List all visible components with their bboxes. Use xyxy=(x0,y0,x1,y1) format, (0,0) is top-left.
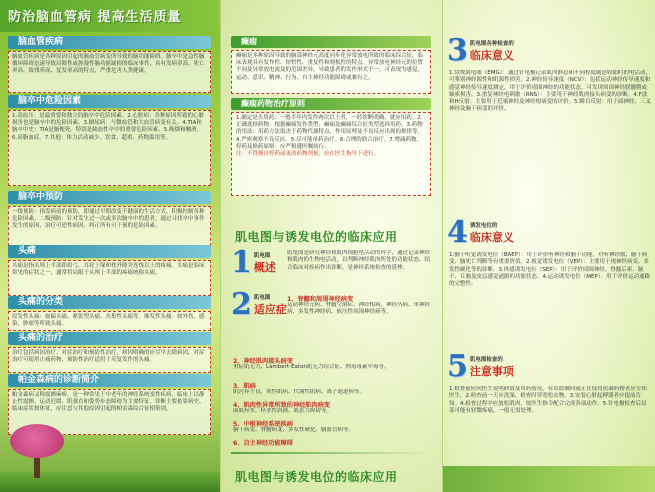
block-1-body: 肌电图是研究神经和肌肉细胞电活动的科学，通过记录神经和肌肉的生物电活动，以判断神经肌肉所处的功能状态，结合临床对疾病作出诊断，是神经系统检查的延伸。 xyxy=(287,250,431,271)
section-heading: 脑卒中预防 xyxy=(8,191,211,204)
block-3-small-label: 肌电图各种检查的 xyxy=(469,41,514,47)
block-3-header xyxy=(447,33,514,68)
divider-line xyxy=(231,452,431,454)
epilepsy-treatment-heading: 癫痫药物治疗原则 xyxy=(231,98,431,110)
section-body: 治疗包括病因治疗、对症治疗和预防性治疗。病因明确的应尽早去除病因，对症治疗可使用止痛药物，预防性治疗适用于反复发作的头痛。 xyxy=(8,347,211,373)
section-heading: 头痛的治疗 xyxy=(8,332,211,345)
block-2-number: 2 xyxy=(231,287,252,322)
block-4-number: 4 xyxy=(447,215,468,250)
block-3-body: 1.常规肌电图（EMG）：通过针电极记录肌肉静息和不同程度随意收缩时的电活动，可鉴别神经源性和肌源性损害。2.神经传导速度（NCV）：包括运动神经传导速度和感觉神经传导速度测定，用于评价周围神经的功能状态，可发现周围神经脱髓鞘或轴索损害。3.重复神经电刺激（RNS）：主要用于神经肌肉接头病变的诊断。4.F波和H反射：主要用于近端神经及神经根病变的评价。5.瞬目反射：用于面神经、三叉神经及脑干病变的评价。 xyxy=(449,70,651,113)
section-headache-treatment xyxy=(8,332,211,373)
tree-crown-decoration xyxy=(10,424,64,458)
indication-1-body: 运动神经元病、脊髓空洞症、神经根病、神经丛病、单神经病、多发性神经病、嵌压性周围神经病等。 xyxy=(287,302,431,316)
block-3-big-label: 临床意义 xyxy=(469,49,514,62)
block-1-header xyxy=(231,245,276,280)
block-4-body: 1.脑干听觉诱发电位（BAEP）：用于评价听神经和脑干功能，对听神经瘤、脑干病变、脑死亡判断等有重要价值。2.视觉诱发电位（VEP）：主要用于视神经病变、多发性硬化等的诊断。3.体感诱发电位（SEP）：用于评价周围神经、脊髓后索、脑干、丘脑及皮层感觉通路的功能状态。4.运动诱发电位（MEP）：用于评价运动通路的完整性。 xyxy=(449,252,651,288)
block-5-big-label: 注意事项 xyxy=(469,365,514,378)
emg-application-title: 肌电图与诱发电位的临床应用 xyxy=(235,230,398,244)
section-body: 帕金森病又称震颤麻痹，是一种常见于中老年的神经系统变性疾病，临床上以静止性震颤、运动迟缓、肌强直和姿势步态障碍为主要特征。诊断主要依靠病史、临床症状和体征，应注意与其他原因引起的帕金森综合征相鉴别。 xyxy=(8,389,211,435)
right-bottom-bar xyxy=(443,466,655,492)
indication-6-title: 6、自主神经功能障碍 xyxy=(233,440,293,447)
epilepsy-treatment-text: 1.确定是否用药：一般半年内发作两次以上者，一经诊断明确，就应用药。2.正确选择药物：根据癫痫发作类型、癫痫及癫痫综合征类型选择用药。3.药物的用法：用药方法取决于药物代谢特点、作用原理及不良反应出现的规律等。4.严密观察不良反应。5.尽可能单药治疗。6.合理的联合治疗。7.增减药物、停药及换药原则：应严格遵医嘱执行。 xyxy=(236,115,424,150)
section-heading: 脑卒中危险因素 xyxy=(8,95,211,108)
indication-2-title: 2、神经肌肉接头病变 xyxy=(233,358,293,365)
section-body: 原发性头痛：如偏头痛、紧张型头痛、丛集性头痛等。继发性头痛：如外伤、感染、肿瘤等所致头痛。 xyxy=(8,311,211,331)
block-2-header xyxy=(231,287,287,322)
indication-4-title: 4、肌肉性异常所致的神经肌肉病变 xyxy=(233,402,331,409)
indication-1-title: 1、脊髓和周围神经病变 xyxy=(287,296,354,303)
indication-4-body: 面肌痉挛、痉挛性斜颈、肌张力障碍等。 xyxy=(233,408,333,414)
epilepsy-treatment-body xyxy=(231,112,431,196)
page-main-title: 防治脑血管病 提高生活质量 xyxy=(8,10,182,25)
block-1-small-label: 肌电图 xyxy=(253,253,271,259)
section-heading: 帕金森病的诊断简介 xyxy=(8,374,211,387)
section-body: 脑血管疾病是各种原因引起的脑血管病变所导致的脑功能障碍。脑卒中是急性脑循环障碍迅速导致局限性或弥漫性脑功能缺损的临床事件，具有发病率高、死亡率高、致残率高、复发率高的特点，严重危害人类健康。 xyxy=(8,51,211,93)
block-5-body: 1.检查前应向医生说明病情及用药情况，有出血倾向或正在使用抗凝药物者应告知医生。2.检查前一天应洗澡，检查时穿宽松衣物。3.安装心脏起搏器者应提前告知。4.检查过程中应放松肌肉，按医生指令配合完成各项动作。5.针电极检查后局部可能有轻微疼痛，一般无需处理。 xyxy=(449,386,647,414)
indication-2-body: 重症肌无力、Lambert-Eaton肌无力综合征、肉毒毒素中毒等。 xyxy=(233,364,390,370)
block-4-small-label: 诱发电位的 xyxy=(469,223,498,229)
section-body: 头痛是指头颅上半部即眉弓、耳轮上缘和枕外隆突连线以上的疼痛。头痛是临床常见的症状之一，通常将局限于头颅上半部的疼痛统称头痛。 xyxy=(8,260,211,296)
block-4-big-label: 临床意义 xyxy=(469,231,514,244)
block-5-number: 5 xyxy=(447,349,468,384)
indication-3-title: 3、肌病 xyxy=(233,383,256,390)
block-5-small-label: 肌电图检查的 xyxy=(469,357,503,363)
block-2-big-label: 适应症 xyxy=(253,303,287,316)
block-4-header xyxy=(447,215,514,250)
section-headache-types xyxy=(8,296,211,331)
section-stroke-prevention xyxy=(8,191,211,246)
epilepsy-notice: 注：不得擅自停药或更改药物剂量，应在医生指导下进行。 xyxy=(236,151,380,158)
section-heading: 头痛的分类 xyxy=(8,296,211,309)
block-1-number: 1 xyxy=(231,245,252,280)
left-panel xyxy=(0,0,220,492)
middle-panel xyxy=(220,0,442,492)
block-5-header xyxy=(447,349,514,384)
section-body: 一级预防：指发病前的预防，即通过早期改变不健康的生活方式，积极控制各种危险因素。二级预防：针对发生过一次或多次脑卒中的患者，通过寻找卒中事件发生的原因，治疗可逆性病因，纠正所有可干预的危险因素。 xyxy=(8,206,211,246)
section-body: 1.高血压：是最重要和独立的脑卒中危险因素。2.心脏病：各种原因所致的心脏损害也是脑卒中的危险因素。3.糖尿病：与微血管和大血管病变有关。4.TIA和脑卒中史：TIA是脑梗死，特别是缺血性卒中的重要危险因素。5.吸烟和酗酒。6.高脂血症。7.其他：体力活动减少、饮食、超重、药物滥用等。 xyxy=(8,110,211,186)
section-headache xyxy=(8,245,211,296)
indication-5-title: 5、中枢神经系统疾病 xyxy=(233,421,293,428)
block-3-number: 3 xyxy=(447,33,468,68)
indication-3-body: 肌营养不良、炎性肌病、代谢性肌病、离子通道病等。 xyxy=(233,389,366,395)
right-panel xyxy=(442,0,655,492)
bottom-title: 肌电图与诱发电位的临床应用 xyxy=(235,470,398,484)
block-2-small-label: 肌电图 xyxy=(253,295,271,301)
epilepsy-heading: 癫痫 xyxy=(231,36,431,48)
grass-decoration xyxy=(0,472,220,492)
section-heading: 脑血管疾病 xyxy=(8,36,211,49)
block-1-big-label: 概述 xyxy=(253,261,276,274)
section-cerebrovascular xyxy=(8,36,211,93)
section-heading: 头痛 xyxy=(8,245,211,258)
indication-5-body: 脑干病变、脊髓病变、多发性硬化、脑血管病等。 xyxy=(233,427,355,433)
epilepsy-body: 癫痫是多种原因导致的脑部神经元高度同步化异常放电所致的临床综合征，临床表现具有发作性、短暂性、重复性和刻板性的特点。异常放电神经元的位置不同及异常放电波及的范围差异，导致患者的发作形式不一，可表现为感觉、运动、意识、精神、行为、自主神经功能障碍或兼有之。 xyxy=(231,50,431,94)
section-stroke-risk xyxy=(8,95,211,186)
